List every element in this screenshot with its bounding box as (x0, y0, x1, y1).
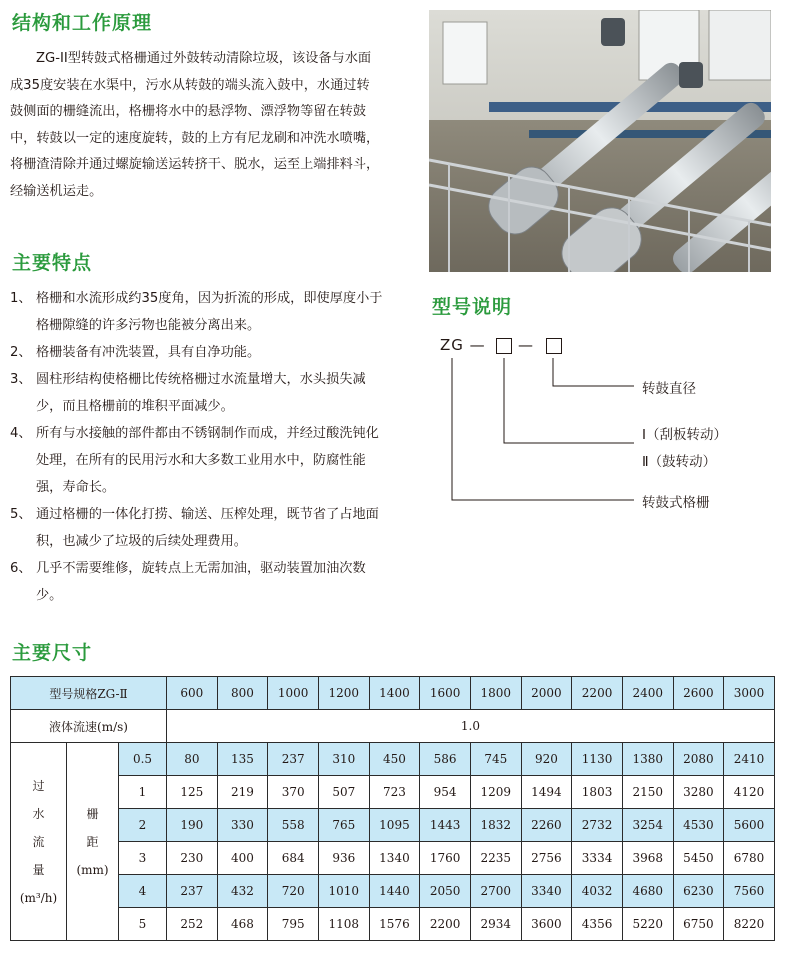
gap-value-cell: 5 (119, 908, 167, 941)
flow-value-cell: 2756 (521, 842, 572, 875)
model-size-cell: 1800 (470, 677, 521, 710)
section-heading-structure: 结构和工作原理 (12, 12, 153, 34)
gap-value-cell: 3 (119, 842, 167, 875)
product-photo (429, 10, 771, 272)
section-heading-features: 主要特点 (12, 252, 93, 274)
flow-value-cell: 6230 (673, 875, 724, 908)
model-size-cell: 600 (167, 677, 218, 710)
flow-value-cell: 230 (167, 842, 218, 875)
feature-item (10, 285, 390, 339)
flow-value-cell: 6750 (673, 908, 724, 941)
model-size-cell: 800 (217, 677, 268, 710)
flow-value-cell: 1760 (420, 842, 471, 875)
feature-text: 圆柱形结构使格栅比传统格栅过水流量增大，水头损失减少，而且格栅前的堆积平面减少。 (36, 372, 366, 414)
flow-rate-label-cell (11, 743, 67, 941)
model-size-cell: 2200 (572, 677, 623, 710)
table-row (11, 809, 775, 842)
table-row (11, 842, 775, 875)
gap-label-char: 栅 (86, 806, 99, 821)
label-type-scraper: Ⅰ（刮板转动） (642, 427, 727, 443)
flow-value-cell: 936 (318, 842, 369, 875)
model-code-dash: — (518, 336, 534, 354)
flow-value-cell: 7560 (724, 875, 775, 908)
spec-table-wrapper (10, 676, 774, 941)
structure-paragraph (10, 46, 382, 205)
model-code-diagram (420, 328, 780, 518)
flow-label-char: 流 (32, 834, 45, 849)
gap-label-cell (67, 743, 119, 941)
flow-value-cell: 3334 (572, 842, 623, 875)
flow-value-cell: 3280 (673, 776, 724, 809)
model-size-cell: 1000 (268, 677, 319, 710)
flow-value-cell: 684 (268, 842, 319, 875)
flow-label-char: 过 (32, 778, 45, 793)
gap-value-cell: 4 (119, 875, 167, 908)
table-row (11, 908, 775, 941)
flow-value-cell: 2050 (420, 875, 471, 908)
flow-value-cell: 1095 (369, 809, 420, 842)
flow-value-cell: 1576 (369, 908, 420, 941)
flow-value-cell: 1380 (622, 743, 673, 776)
flow-value-cell: 1494 (521, 776, 572, 809)
table-header-row (11, 677, 775, 710)
flow-value-cell: 1440 (369, 875, 420, 908)
feature-item (10, 339, 390, 366)
flow-value-cell: 954 (420, 776, 471, 809)
feature-item (10, 366, 390, 420)
feature-item (10, 555, 390, 609)
feature-text: 几乎不需要维修，旋转点上无需加油，驱动装置加油次数少。 (36, 561, 366, 603)
table-row (11, 776, 775, 809)
flow-value-cell: 8220 (724, 908, 775, 941)
feature-item (10, 420, 390, 501)
flow-value-cell: 5450 (673, 842, 724, 875)
feature-number: 2、 (10, 345, 32, 360)
flow-label-char: 量 (32, 862, 45, 877)
flow-value-cell: 2200 (420, 908, 471, 941)
flow-rate-label (20, 772, 57, 912)
section-heading-dimensions: 主要尺寸 (12, 642, 93, 664)
label-drum-diameter: 转鼓直径 (642, 381, 696, 397)
flow-value-cell: 370 (268, 776, 319, 809)
flow-value-cell: 4032 (572, 875, 623, 908)
flow-value-cell: 2732 (572, 809, 623, 842)
section-heading-model: 型号说明 (432, 296, 513, 318)
flow-value-cell: 330 (217, 809, 268, 842)
flow-value-cell: 80 (167, 743, 218, 776)
model-size-cell: 1200 (318, 677, 369, 710)
flow-value-cell: 765 (318, 809, 369, 842)
flow-value-cell: 468 (217, 908, 268, 941)
feature-text: 格栅和水流形成约35度角，因为折流的形成，即使厚度小于格栅隙缝的许多污物也能被分离出来。 (36, 291, 383, 333)
gap-label (76, 800, 108, 884)
label-type-drum: Ⅱ（鼓转动） (642, 454, 717, 470)
flow-value-cell: 558 (268, 809, 319, 842)
flow-value-cell: 1108 (318, 908, 369, 941)
model-size-cell: 1600 (420, 677, 471, 710)
model-size-cell: 2400 (622, 677, 673, 710)
flow-value-cell: 3968 (622, 842, 673, 875)
flow-value-cell: 1803 (572, 776, 623, 809)
gap-value-cell: 0.5 (119, 743, 167, 776)
flow-value-cell: 4680 (622, 875, 673, 908)
flow-value-cell: 723 (369, 776, 420, 809)
flow-value-cell: 400 (217, 842, 268, 875)
flow-value-cell: 219 (217, 776, 268, 809)
model-code-prefix: ZG — (440, 336, 486, 354)
flow-value-cell: 3600 (521, 908, 572, 941)
flow-value-cell: 1443 (420, 809, 471, 842)
model-size-cell: 1400 (369, 677, 420, 710)
flow-value-cell: 2934 (470, 908, 521, 941)
gap-value-cell: 2 (119, 809, 167, 842)
flow-value-cell: 1340 (369, 842, 420, 875)
flow-value-cell: 4356 (572, 908, 623, 941)
spec-table (10, 676, 775, 941)
flow-value-cell: 3340 (521, 875, 572, 908)
flow-value-cell: 237 (268, 743, 319, 776)
flow-value-cell: 5220 (622, 908, 673, 941)
model-size-cell: 3000 (724, 677, 775, 710)
flow-value-cell: 135 (217, 743, 268, 776)
model-size-cell: 2600 (673, 677, 724, 710)
gap-label-char: (mm) (76, 862, 109, 877)
flow-value-cell: 720 (268, 875, 319, 908)
flow-value-cell: 190 (167, 809, 218, 842)
flow-value-cell: 2150 (622, 776, 673, 809)
flow-value-cell: 450 (369, 743, 420, 776)
gap-value-cell: 1 (119, 776, 167, 809)
flow-value-cell: 507 (318, 776, 369, 809)
gap-label-char: 距 (86, 834, 99, 849)
flow-value-cell: 2080 (673, 743, 724, 776)
flow-value-cell: 3254 (622, 809, 673, 842)
flow-label-char: 水 (32, 806, 45, 821)
flow-value-cell: 920 (521, 743, 572, 776)
flow-value-cell: 310 (318, 743, 369, 776)
flow-value-cell: 2260 (521, 809, 572, 842)
flow-value-cell: 2700 (470, 875, 521, 908)
flow-label-char: (m³/h) (19, 890, 58, 905)
flow-value-cell: 125 (167, 776, 218, 809)
label-product-name: 转鼓式格栅 (642, 495, 710, 511)
feature-item (10, 501, 390, 555)
flow-value-cell: 2235 (470, 842, 521, 875)
structure-text: ZG-II型转鼓式格栅通过外鼓转动清除垃圾，该设备与水面成35度安装在水渠中，污水从转鼓的端头流入鼓中，水通过转鼓侧面的栅缝流出，格栅将水中的悬浮物、漂浮物等留在转鼓中，转鼓以一定的速度旋转，鼓的上方有尼龙刷和冲洗水喷嘴，将栅渣清除并通过螺旋输送运转挤干、脱水，运至上端排料斗，经输送机运走。 (10, 51, 380, 199)
flow-value-cell: 5600 (724, 809, 775, 842)
table-row (11, 875, 775, 908)
feature-number: 3、 (10, 372, 32, 387)
flow-value-cell: 4120 (724, 776, 775, 809)
velocity-label-cell: 液体流速(m/s) (11, 710, 167, 743)
flow-value-cell: 1130 (572, 743, 623, 776)
flow-value-cell: 4530 (673, 809, 724, 842)
feature-number: 6、 (10, 561, 32, 576)
table-row (11, 743, 775, 776)
feature-text: 通过格栅的一体化打捞、输送、压榨处理，既节省了占地面积，也减少了垃圾的后续处理费用。 (36, 507, 379, 549)
feature-text: 所有与水接触的部件都由不锈钢制作而成，并经过酸洗钝化处理，在所有的民用污水和大多数工业用水中，防腐性能强，寿命长。 (36, 426, 379, 495)
flow-value-cell: 1209 (470, 776, 521, 809)
model-spec-header: 型号规格ZG-Ⅱ (11, 677, 167, 710)
velocity-row (11, 710, 775, 743)
feature-number: 4、 (10, 426, 32, 441)
model-size-cell: 2000 (521, 677, 572, 710)
flow-value-cell: 586 (420, 743, 471, 776)
flow-value-cell: 1010 (318, 875, 369, 908)
feature-text: 格栅装备有冲洗装置，具有自净功能。 (36, 345, 261, 360)
flow-value-cell: 432 (217, 875, 268, 908)
flow-value-cell: 2410 (724, 743, 775, 776)
flow-value-cell: 1832 (470, 809, 521, 842)
flow-value-cell: 6780 (724, 842, 775, 875)
feature-number: 1、 (10, 291, 32, 306)
flow-value-cell: 252 (167, 908, 218, 941)
flow-value-cell: 745 (470, 743, 521, 776)
feature-number: 5、 (10, 507, 32, 522)
feature-list (10, 285, 390, 609)
velocity-value-cell: 1.0 (167, 710, 775, 743)
flow-value-cell: 795 (268, 908, 319, 941)
flow-value-cell: 237 (167, 875, 218, 908)
